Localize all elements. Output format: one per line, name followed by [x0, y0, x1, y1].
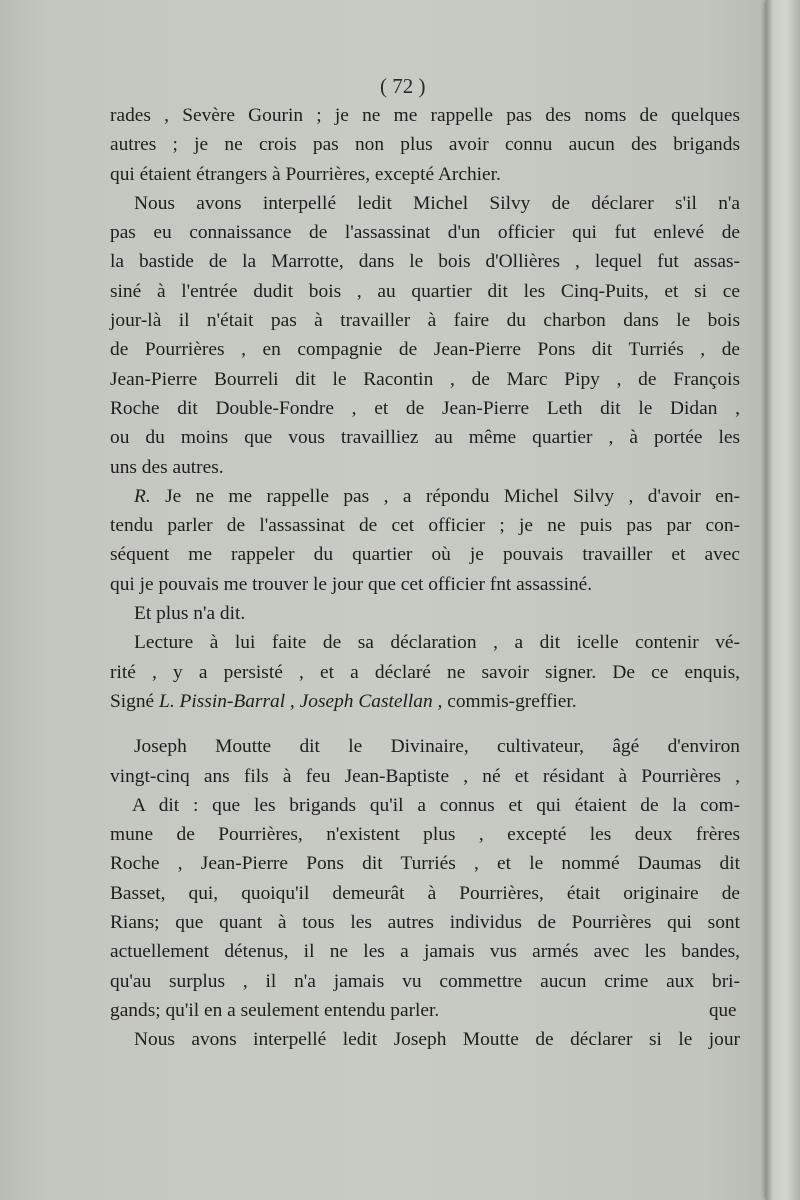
text-line: actuellement détenus, il ne les a jamais vus armés avec les bandes, — [110, 941, 740, 963]
text-line: séquent me rappeler du quartier où je pouvais travailler et avec — [110, 544, 740, 566]
text-line — [110, 482, 740, 511]
text-fragment: Je ne me rappelle pas , a répondu Michel Silvy , d'avoir en- — [150, 485, 740, 507]
text-line: Lecture à lui faite de sa déclaration , a dit icelle contenir vé- — [134, 632, 740, 654]
text-line: Roche , Jean-Pierre Pons dit Turriés , et le nommé Daumas dit — [110, 853, 740, 875]
signatory-name: L. Pissin-Barral , — [159, 690, 295, 712]
text-line: vingt-cinq ans fils à feu Jean-Baptiste , né et résidant à Pourrières , — [110, 765, 740, 787]
text-line: qu'au surplus , il n'a jamais vu commettre aucun crime aux bri- — [110, 970, 740, 992]
body-text — [110, 101, 740, 1055]
text-line: de Pourrières , en compagnie de Jean-Pierre Pons dit Turriés , de — [110, 339, 740, 361]
text-line: qui étaient étrangers à Pourrières, excepté Archier. — [110, 163, 501, 185]
signature-suffix: commis-greffier. — [442, 690, 577, 712]
text-line: A dit : que les brigands qu'il a connus et qui étaient de la com- — [132, 794, 740, 816]
text-line: jour-là il n'était pas à travailler à faire du charbon dans le bois — [110, 310, 740, 332]
text-line: uns des autres. — [110, 456, 224, 478]
text-line: Et plus n'a dit. — [134, 603, 246, 625]
text-line: Nous avons interpellé ledit Joseph Moutte de déclarer si le jour — [134, 1029, 740, 1051]
text-line: Jean-Pierre Bourreli dit le Racontin , de Marc Pipy , de François — [110, 368, 740, 390]
text-line: pas eu connaissance de l'assassinat d'un officier qui fut enlevé de — [110, 222, 740, 244]
text-line: Nous avons interpellé ledit Michel Silvy de déclarer s'il n'a — [134, 192, 740, 214]
text-line: Basset, qui, quoiqu'il demeurât à Pourrières, était originaire de — [110, 882, 740, 904]
signature-prefix: Signé — [110, 690, 160, 712]
text-line: la bastide de la Marrotte, dans le bois d'Ollières , lequel fut assas- — [110, 251, 740, 273]
signatory-name: Joseph Castellan , — [294, 690, 443, 712]
text-line: gands; qu'il en a seulement entendu parler. — [110, 999, 440, 1021]
section-gap — [110, 716, 740, 732]
text-line: autres ; je ne crois pas non plus avoir connu aucun des brigands — [110, 134, 740, 156]
text-line: Rians; que quant à tous les autres individus de Pourrières qui sont — [110, 912, 740, 934]
catchword: que — [709, 1000, 737, 1021]
text-line: rades , Sevère Gourin ; je ne me rappelle pas des noms de quelques — [110, 105, 740, 126]
signature-line — [110, 687, 740, 716]
text-line: mune de Pourrières, n'existent plus , excepté les deux frères — [110, 824, 740, 846]
text-line: qui je pouvais me trouver le jour que cet officier fnt assassiné. — [110, 573, 593, 595]
page-number: ( 72 ) — [380, 74, 426, 98]
text-line: Roche dit Double-Fondre , et de Jean-Pierre Leth dit le Didan , — [110, 397, 740, 419]
text-line: tendu parler de l'assassinat de cet officier ; je ne puis pas par con- — [110, 515, 740, 537]
text-line: Joseph Moutte dit le Divinaire, cultivateur, âgé d'environ — [134, 736, 740, 758]
response-marker: R. — [134, 485, 151, 507]
text-line: ou du moins que vous travailliez au même quartier , à portée les — [110, 427, 740, 449]
text-line: siné à l'entrée dudit bois , au quartier dit les Cinq-Puits, et si ce — [110, 280, 740, 302]
page-edge — [766, 0, 800, 1200]
text-line: rité , y a persisté , et a déclaré ne savoir signer. De ce enquis, — [110, 661, 740, 683]
